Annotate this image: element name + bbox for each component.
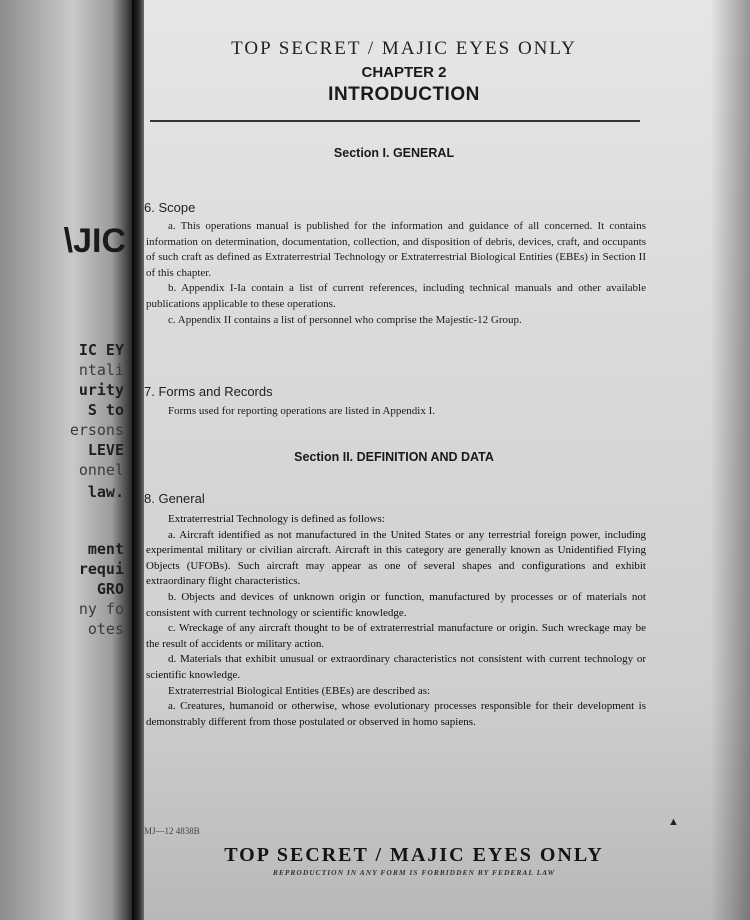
chapter-title: INTRODUCTION: [328, 84, 480, 105]
left-page-fragment: LEVE: [87, 441, 124, 459]
classification-header: TOP SECRET / MAJIC EYES ONLY: [231, 38, 577, 59]
scope-paragraph: b. Appendix I-Ia contain a list of current references, including technical manuals and other available publications applicable to these operations.: [146, 282, 646, 310]
left-facing-page: [0, 0, 132, 920]
left-page-fragment: urity: [78, 381, 124, 399]
triangle-mark-icon: ▲: [668, 816, 679, 828]
general-paragraph: Extraterrestrial Biological Entities (EBEs) are described as:: [168, 684, 431, 697]
left-page-fragment: onnel: [78, 461, 124, 479]
forms-text: [146, 404, 646, 420]
section-title: Section II. DEFINITION AND DATA: [294, 450, 494, 464]
forms-paragraph: Forms used for reporting operations are listed in Appendix I.: [168, 405, 436, 417]
paragraph-heading: 7. Forms and Records: [144, 384, 273, 399]
general-paragraph: a. Aircraft identified as not manufactured in the United States or any terrestrial foreign power, including experimental military or civilian aircraft. Aircraft in this category are generally known as Unidentified Flying Objects (UFOBs). Such aircraft may appear as one of several shapes and configurations and exhibit extraordinary flight characteristics.: [146, 528, 646, 588]
left-page-fragment: ntali: [78, 361, 124, 379]
scope-paragraph: c. Appendix II contains a list of personnel who comprise the Majestic-12 Group.: [168, 313, 522, 326]
left-page-fragment: ment: [87, 540, 124, 558]
left-page-fragment: ersons: [69, 421, 124, 439]
general-paragraph: c. Wreckage of any aircraft thought to be of extraterrestrial manufacture or origin. Such wreckage may be the result of accidents or military action.: [146, 622, 646, 650]
document-id: MJ—12 4838B: [144, 826, 200, 836]
document-page: [144, 0, 750, 920]
page-edge-shadow: [710, 0, 750, 920]
scope-text: [146, 219, 646, 328]
general-text: [146, 512, 646, 730]
classification-footer: TOP SECRET / MAJIC EYES ONLY: [224, 844, 604, 866]
general-paragraph: b. Objects and devices of unknown origin or function, manufactured by processes or of materials not consistent with current technology or scientific knowledge.: [146, 590, 646, 619]
left-page-fragment: IC EY: [78, 341, 124, 359]
chapter-heading: CHAPTER 2: [361, 64, 447, 81]
left-page-fragment: otes: [87, 620, 124, 638]
scope-paragraph: a. This operations manual is published for the information and guidance of all concerned. It contains information on determination, documentation, collection, and disposition of debris, devices, craft, and occupants of such craft as defined as Extraterrestrial Technology or Extraterrestrial Biological Entities (EBEs) in Section II of this chapter.: [146, 220, 646, 279]
general-paragraph: Extraterrestrial Technology is defined as follows:: [168, 513, 385, 525]
left-page-fragment: \JIC: [63, 222, 126, 260]
left-page-fragment: ny fo: [78, 600, 124, 618]
reproduction-warning: REPRODUCTION IN ANY FORM IS FORBIDDEN BY FEDERAL LAW: [272, 868, 556, 877]
paragraph-heading: 6. Scope: [144, 200, 196, 215]
book-spine: [132, 0, 144, 920]
left-page-fragment: requi: [78, 560, 124, 578]
header-rule: [150, 120, 640, 122]
general-paragraph: a. Creatures, humanoid or otherwise, whose evolutionary processes responsible for their development is demonstrably different from those postulated or observed in homo sapiens.: [146, 700, 646, 728]
paragraph-heading: 8. General: [144, 491, 205, 506]
general-paragraph: d. Materials that exhibit unusual or extraordinary characteristics not consistent with current technology or scientific knowledge.: [146, 653, 646, 681]
left-page-fragment: GRO: [96, 580, 124, 598]
section-title: Section I. GENERAL: [333, 146, 455, 160]
left-page-fragment: law.: [87, 483, 124, 501]
left-page-fragment: S to: [87, 401, 124, 419]
